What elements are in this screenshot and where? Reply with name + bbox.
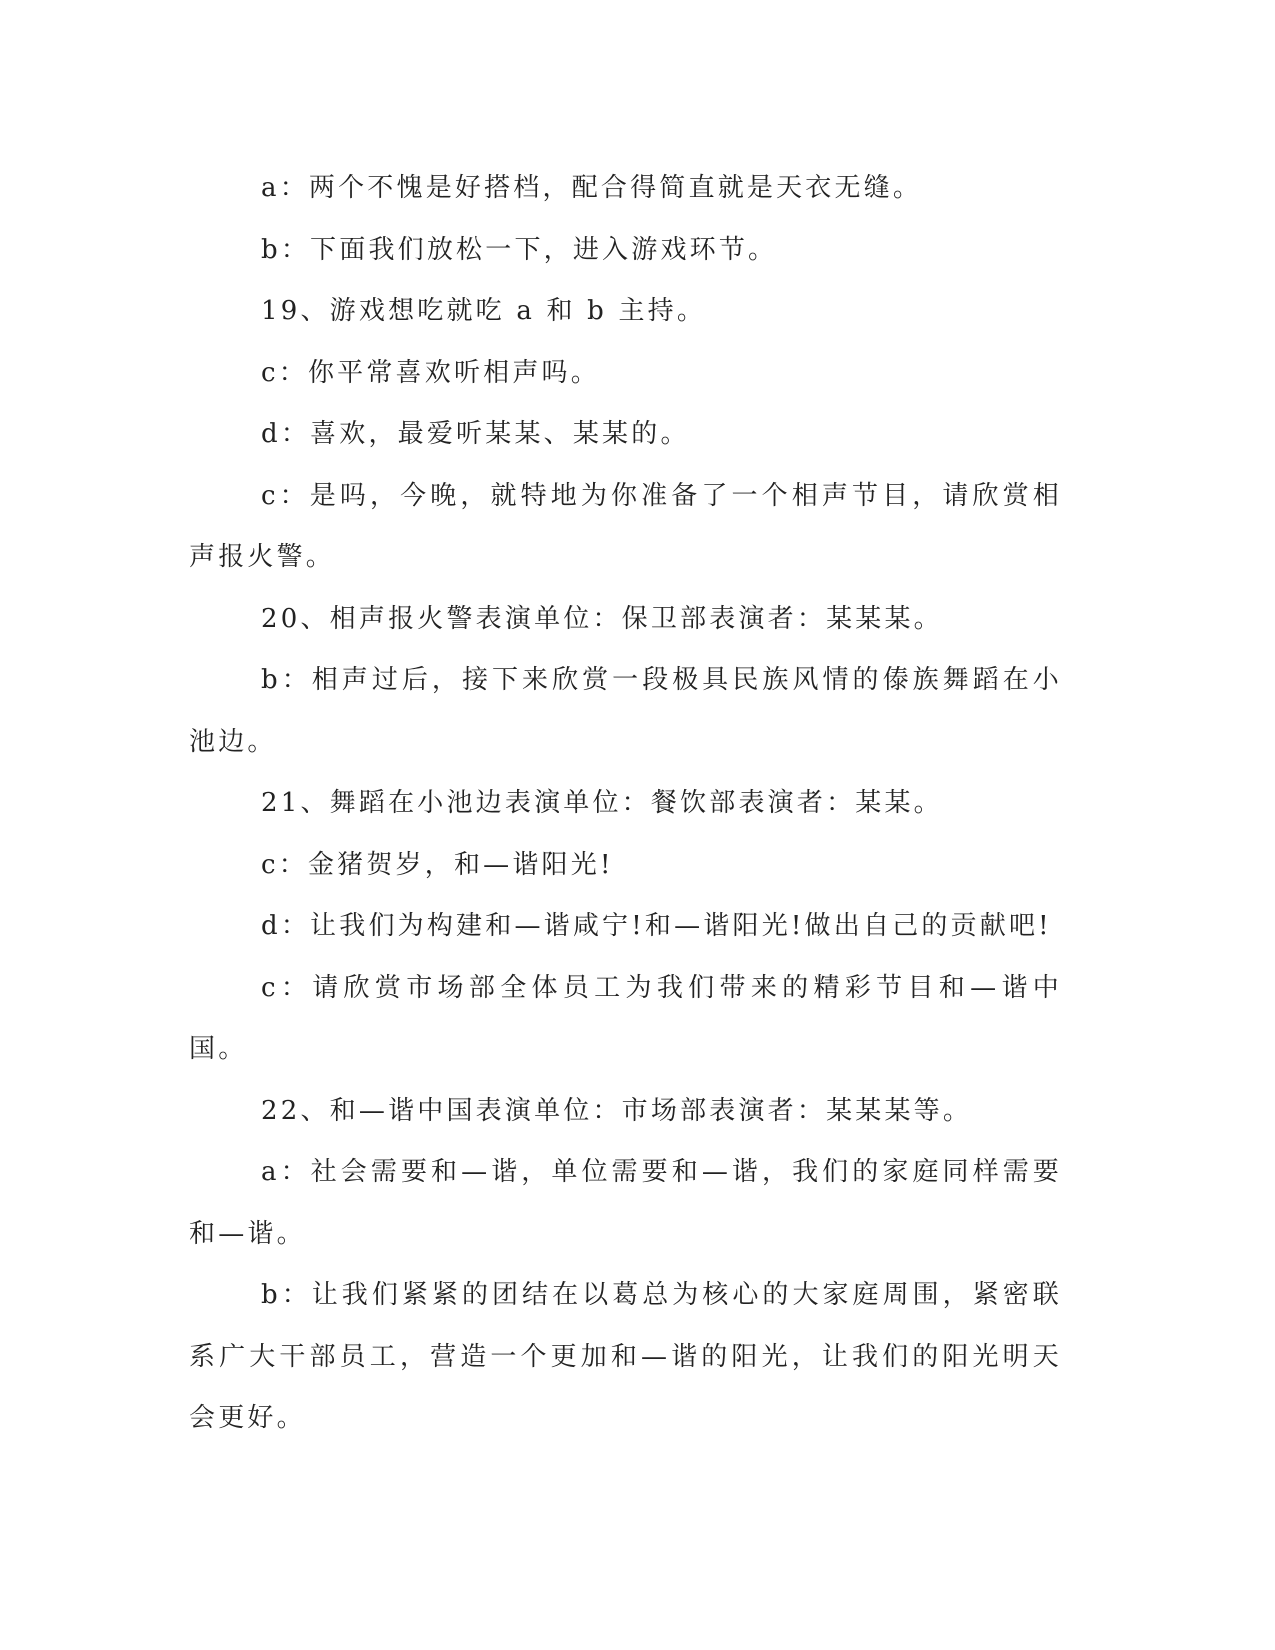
document-body <box>189 158 1062 1450</box>
paragraph-14: a：社会需要和—谐，单位需要和—谐，我们的家庭同样需要和—谐。 <box>189 1157 1062 1249</box>
paragraph-15: b：让我们紧紧的团结在以葛总为核心的大家庭周围，紧密联系广大干部员工，营造一个更加和—谐的阳光，让我们的阳光明天会更好。 <box>189 1280 1062 1433</box>
paragraph-10: c：金猪贺岁，和—谐阳光! <box>261 849 614 880</box>
paragraph-1: a：两个不愧是好搭档，配合得简直就是天衣无缝。 <box>261 173 923 203</box>
paragraph-6: c：是吗，今晚，就特地为你准备了一个相声节目，请欣赏相声报火警。 <box>189 480 1062 572</box>
paragraph-13: 22、和—谐中国表演单位：市场部表演者：某某某等。 <box>261 1095 973 1126</box>
paragraph-2: b：下面我们放松一下，进入游戏环节。 <box>261 234 778 265</box>
paragraph-4: c：你平常喜欢听相声吗。 <box>261 357 600 388</box>
paragraph-7: 20、相声报火警表演单位：保卫部表演者：某某某。 <box>261 603 943 634</box>
paragraph-3: 19、游戏想吃就吃 a 和 b 主持。 <box>261 296 707 326</box>
paragraph-5: d：喜欢，最爱听某某、某某的。 <box>261 419 690 449</box>
paragraph-9: 21、舞蹈在小池边表演单位：餐饮部表演者：某某。 <box>261 788 943 818</box>
paragraph-12: c：请欣赏市场部全体员工为我们带来的精彩节目和—谐中国。 <box>189 972 1062 1064</box>
paragraph-8: b：相声过后，接下来欣赏一段极具民族风情的傣族舞蹈在小池边。 <box>189 665 1062 757</box>
paragraph-11: d：让我们为构建和—谐咸宁!和—谐阳光!做出自己的贡献吧! <box>261 911 1052 941</box>
